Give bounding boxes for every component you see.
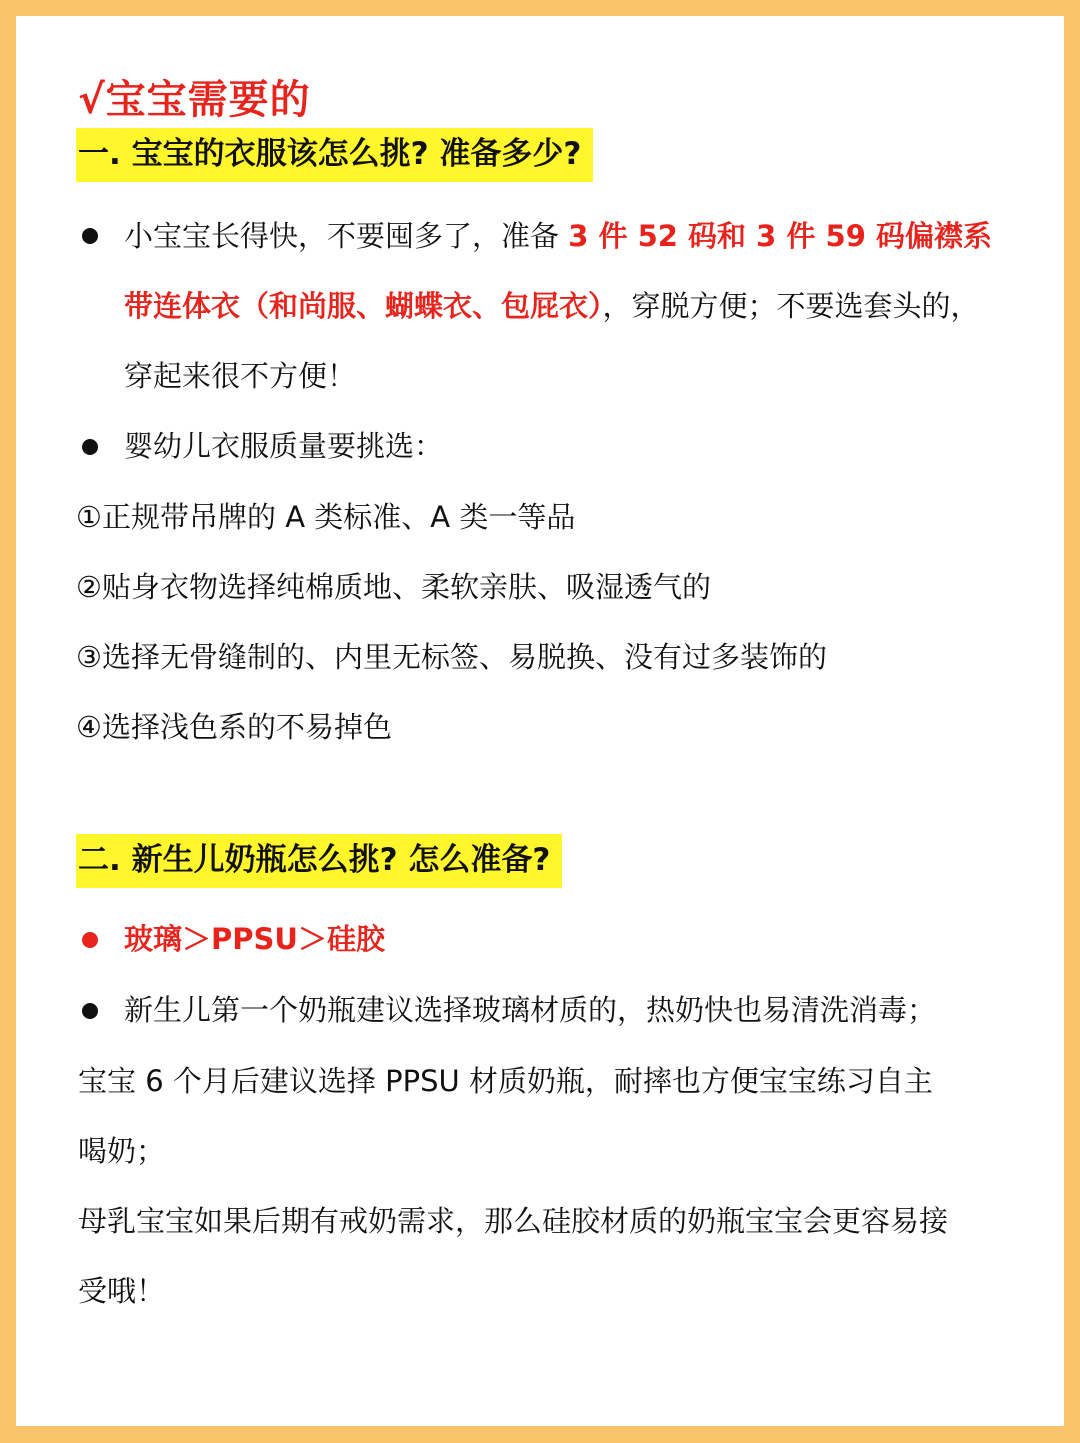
section1-bullet2: 婴幼儿衣服质量要挑选： [124,429,444,463]
section1-bullet1-line1 [124,216,992,256]
quality-item-3: ③选择无骨缝制的、内里无标签、易脱换、没有过多装饰的 [76,640,827,674]
section1-bullet1-line2 [124,286,980,326]
bullet1-text-pre: 小宝宝长得快，不要囤多了，准备 [124,219,569,253]
section2-bullet: 新生儿第一个奶瓶建议选择玻璃材质的，热奶快也易清洗消毒； [124,993,937,1027]
bullet1-text-post: ，穿脱方便；不要选套头的， [602,289,980,323]
bullet-dot [82,439,98,455]
section2-para2-line2: 受哦！ [78,1274,166,1308]
bullet-dot-red [82,932,98,948]
bullet-dot [82,1003,98,1019]
section1-bullet1-line3: 穿起来很不方便！ [124,359,357,393]
quality-item-1: ①正规带吊牌的 A 类标准、A 类一等品 [76,500,576,534]
quality-item-2: ②贴身衣物选择纯棉质地、柔软亲肤、吸湿透气的 [76,570,711,604]
bullet1-highlight-types: 带连体衣（和尚服、蝴蝶衣、包屁衣） [124,289,603,323]
section2-heading: 二. 新生儿奶瓶怎么挑? 怎么准备? [76,834,562,888]
section2-para1-line1: 宝宝 6 个月后建议选择 PPSU 材质奶瓶，耐摔也方便宝宝练习自主 [78,1064,933,1098]
bullet-dot [82,228,98,244]
bullet1-highlight-size: 3 件 52 码和 3 件 59 码偏襟系 [568,219,992,253]
page-title: √宝宝需要的 [78,77,311,123]
section1-heading: 一. 宝宝的衣服该怎么挑? 准备多少? [76,128,593,182]
section2-para1-line2: 喝奶； [78,1134,166,1168]
bottle-material-ranking: 玻璃＞PPSU＞硅胶 [124,922,385,956]
quality-item-4: ④选择浅色系的不易掉色 [76,710,392,744]
section2-para2-line1: 母乳宝宝如果后期有戒奶需求，那么硅胶材质的奶瓶宝宝会更容易接 [78,1204,949,1238]
